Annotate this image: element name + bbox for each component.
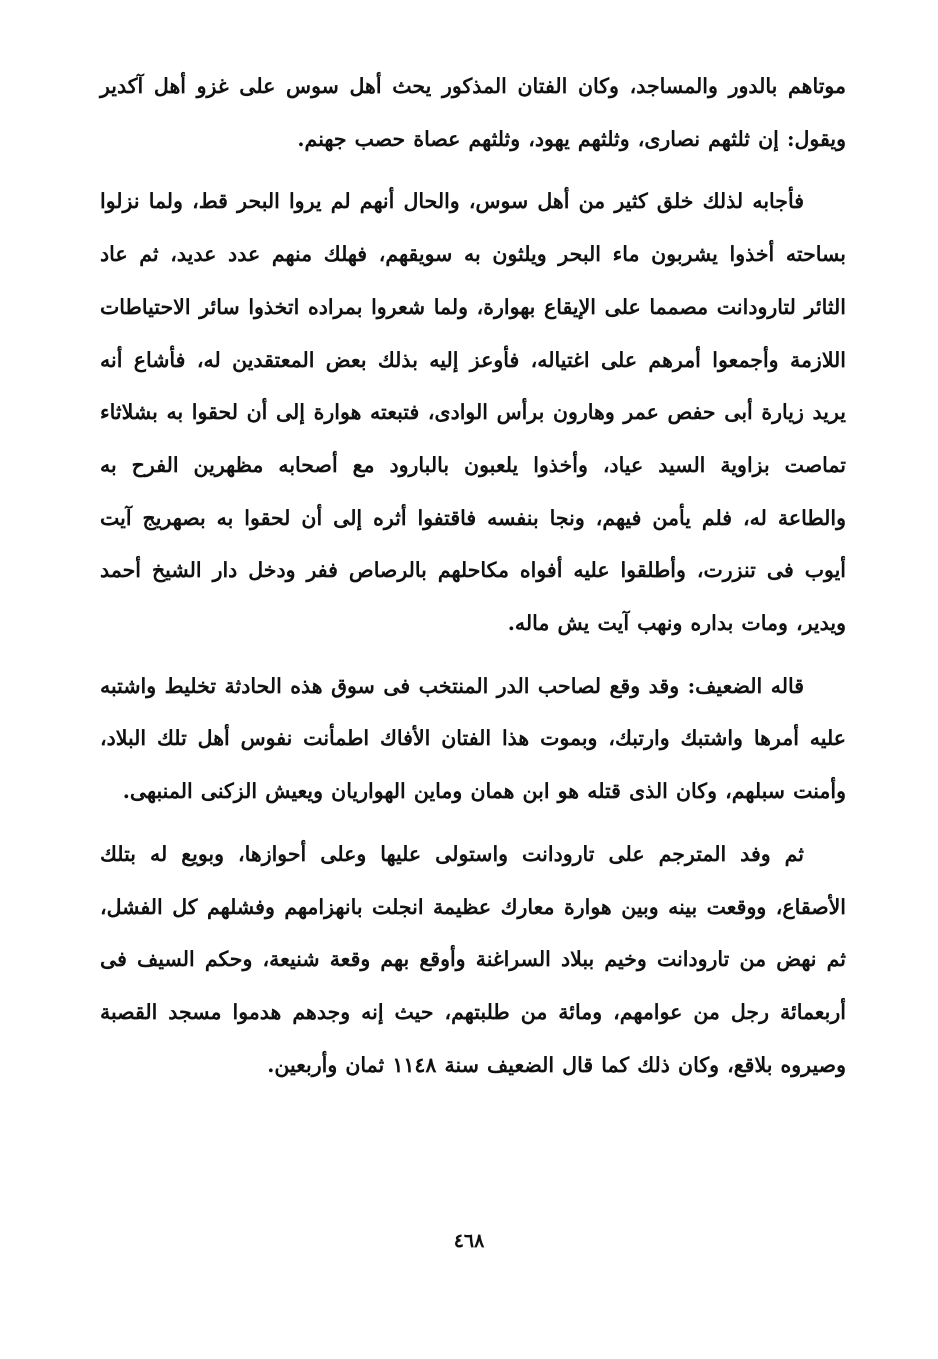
paragraph-3: قاله الضعيف: وقد وقع لصاحب الدر المنتخب فى سوق هذه الحادثة تخليط واشتبه عليه أمرها واشتبك وارتبك، وبموت هذا الفتان الأفاك اطمأنت نفوس أهل تلك البلاد، وأمنت سبلهم، وكان الذى قتله هو ابن همان وماين الهواريان ويعيش الزكنى المنبهى. [100,673,846,804]
page-number: ٤٦٨ [453,1230,485,1252]
body-text [100,60,846,1091]
paragraph-2: فأجابه لذلك خلق كثير من أهل سوس، والحال أنهم لم يروا البحر قط، ولما نزلوا بساحته أخذوا يشربون ماء البحر ويلثون به سويقهم، فهلك منهم عدد عديد، ثم عاد الثائر لتارودانت مصمما على الإيقاع بهوارة، ولما شعروا بمراده اتخذوا سائر الاحتياطات اللازمة وأجمعوا أمرهم على اغتياله، فأوعز إليه بذلك بعض المعتقدين له، فأشاع أنه يريد زيارة أبى حفص عمر وهارون برأس الوادى، فتبعته هوارة إلى أن لحقوا به بشلاثاء تماصت بزاوية السيد عياد، وأخذوا يلعبون بالبارود مع أصحابه مظهرين الفرح به والطاعة له، فلم يأمن فيهم، ونجا بنفسه فاقتفوا أثره إلى أن لحقوا به بصهريج آيت أيوب فى تنزرت، وأطلقوا عليه أفواه مكاحلهم بالرصاص ففر ودخل دار الشيخ أحمد ويدير، ومات بداره ونهب آيت يش ماله. [100,189,846,636]
paragraph-1: موتاهم بالدور والمساجد، وكان الفتان المذكور يحث أهل سوس على غزو أهل آكدير ويقول: إن ثلثهم نصارى، وثلثهم يهود، وثلثهم عصاة حصب جهنم. [100,74,846,151]
paragraph-4: ثم وفد المترجم على تارودانت واستولى عليها وعلى أحوازها، وبويع له بتلك الأصقاع، ووقعت بينه وبين هوارة معارك عظيمة انجلت بانهزامهم وفشلهم كل الفشل، ثم نهض من تارودانت وخيم ببلاد السراغنة وأوقع بهم وقعة شنيعة، وحكم السيف فى أربعمائة رجل من عوامهم، ومائة من طلبتهم، حيث إنه وجدهم هدموا مسجد القصبة وصيروه بلاقع، وكان ذلك كما قال الضعيف سنة ١١٤٨ ثمان وأربعين. [100,841,846,1077]
